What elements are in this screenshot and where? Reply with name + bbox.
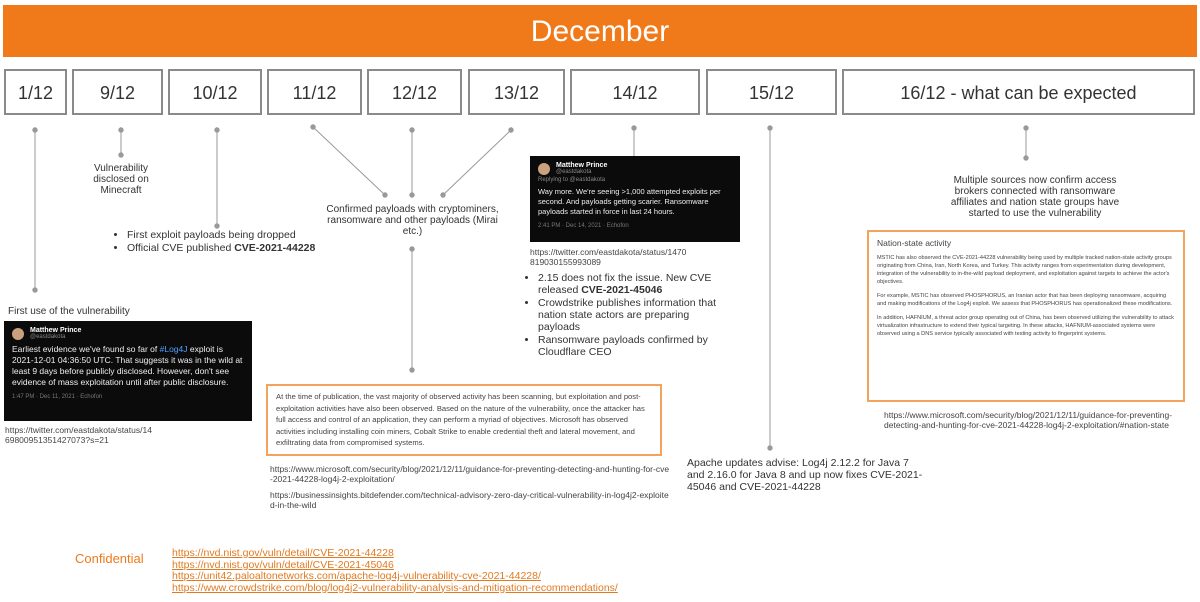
quote-heading: Nation-state activity — [877, 238, 952, 248]
confidential-label: Confidential — [75, 551, 144, 566]
tweet-card-2 — [530, 156, 740, 242]
note-10-12-item2: • Official CVE published CVE-2021-44228 — [127, 242, 373, 254]
tweet-meta: 1:47 PM · Dec 11, 2021 · Echofon — [12, 394, 103, 400]
date-box-15-12: 15/12 — [706, 69, 837, 115]
link-crowdstrike[interactable]: https://www.crowdstrike.com/blog/log4j2-vulnerability-analysis-and-mitigation-recommendations/ — [172, 581, 618, 594]
reference-links — [172, 548, 632, 594]
note-12-12: Confirmed payloads with cryptominers, ransomware and other payloads (Mirai etc.) — [326, 204, 499, 237]
tweet2-url[interactable]: https://twitter.com/eastdakota/status/1470819030155993089 — [530, 247, 687, 267]
note-10-12-item1: • First exploit payloads being dropped — [127, 229, 373, 241]
date-box-9-12: 9/12 — [72, 69, 163, 115]
tweet1-url[interactable]: https://twitter.com/eastdakota/status/1469800951351427073?s=21 — [5, 425, 152, 445]
note-14-12-item1: • 2.15 does not fix the issue. New CVE released CVE-2021-45046 — [538, 272, 734, 296]
tweet-author: Matthew Prince — [30, 327, 82, 334]
tweet-handle: @eastdakota — [30, 334, 66, 340]
date-box-1-12: 1/12 — [4, 69, 67, 115]
tweet-text: Earliest evidence we've found so far of #Log4J exploit is 2021-12-01 04:36:50 UTC. That suggests it was in the wild at least 9 days before publicly disclosed. However, don't see evidence of mass exploitation until after public disclosure. — [12, 344, 243, 387]
date-box-11-12: 11/12 — [267, 69, 362, 115]
tweet-card-1 — [4, 321, 252, 421]
tweet-author: Matthew Prince — [556, 162, 608, 169]
link-nvd-45046[interactable]: https://nvd.nist.gov/vuln/detail/CVE-2021-45046 — [172, 558, 394, 571]
tweet-text: Way more. We're seeing >1,000 attempted exploits per second. And payloads getting scarier. Ransomware payloads started in force in last 24 hours. — [538, 187, 721, 216]
date-box-16-12: 16/12 - what can be expected — [842, 69, 1195, 115]
quote-microsoft-observed-activity — [266, 384, 662, 456]
date-box-12-12: 12/12 — [367, 69, 462, 115]
note-9-12: Vulnerability disclosed on Minecraft — [93, 163, 149, 196]
note-14-12 — [524, 272, 734, 359]
tweet-reply-to: Replying to @eastdakota — [538, 177, 606, 183]
date-box-13-12: 13/12 — [468, 69, 565, 115]
quote-text: At the time of publication, the vast majority of observed activity has been scanning, but exploitation and post-exploitation activities have also been observed. Based on the nature of the vulnerability, once the attacker has full access and control of an application, they can perform a myriad of objectives. Microsoft has observed activities including installing coin miners, Cobalt Strike to enable credential theft and lateral movement, and exfiltrating data from compromised systems. — [276, 392, 645, 447]
note-16-12: Multiple sources now confirm access brokers connected with ransomware affiliates and nation state groups have started to use the vulnerability — [950, 175, 1120, 219]
tweet-meta: 2:41 PM · Dec 14, 2021 · Echofon — [538, 223, 629, 229]
quote-paragraph-3: In addition, HAFNIUM, a threat actor group operating out of China, has been observed utilizing the vulnerability to attack virtualization infrastructure to extend their typical targeting. In these attacks, HAFNIUM-associated systems were observed using a DNS service typically associated with testing activity to fingerprint systems. — [877, 315, 1174, 337]
month-banner: December — [3, 5, 1197, 57]
note-14-12-item3: • Ransomware payloads confirmed by Cloudflare CEO — [538, 334, 734, 358]
tweet-handle: @eastdakota — [556, 169, 592, 175]
quote-paragraph-1: MSTIC has also observed the CVE-2021-44228 vulnerability being used by multiple tracked nation-state activity groups originating from China, Iran, North Korea, and Turkey. This activity ranges from experimentation during development, integration of the vulnerability to in-the-wild payload deployment, and exploitation against targets to achieve the actor's objectives. — [877, 255, 1172, 285]
link-unit42[interactable]: https://unit42.paloaltonetworks.com/apache-log4j-vulnerability-cve-2021-44228/ — [172, 570, 541, 582]
connector-11-12 — [313, 127, 385, 195]
connector-13-12 — [443, 130, 511, 195]
note-14-12-item2: • Crowdstrike publishes information that nation state actors are preparing payloads — [538, 297, 734, 333]
quote-nation-state-activity — [867, 230, 1185, 402]
microsoft-nation-state-url[interactable]: https://www.microsoft.com/security/blog/2021/12/11/guidance-for-preventing-detecting-and-hunting-for-cve-2021-44228-log4j-2-exploitation/#nation-state — [884, 410, 1173, 430]
avatar — [538, 163, 550, 175]
bitdefender-url[interactable]: https://businessinsights.bitdefender.com/technical-advisory-zero-day-critical-vulnerability-in-log4j2-exploited-in-the-wild — [270, 490, 669, 510]
date-box-14-12: 14/12 — [570, 69, 700, 115]
avatar — [12, 328, 24, 340]
microsoft-blog-url[interactable]: https://www.microsoft.com/security/blog/2021/12/11/guidance-for-preventing-detecting-and-hunting-for-cve-2021-44228-log4j-2-exploitation/ — [270, 464, 670, 484]
date-box-10-12: 10/12 — [168, 69, 262, 115]
link-nvd-44228[interactable]: https://nvd.nist.gov/vuln/detail/CVE-2021-44228 — [172, 547, 394, 559]
note-1-12: First use of the vulnerability — [8, 306, 130, 317]
quote-paragraph-2: For example, MSTIC has observed PHOSPHORUS, an Iranian actor that has been deploying ransomware, acquiring and making modifications of the Log4j exploit. We assess that PHOSPHORUS has operationalized these modifications. — [877, 293, 1173, 307]
note-15-12: Apache updates advise: Log4j 2.12.2 for Java 7 and 2.16.0 for Java 8 and up now fixes CVE-2021-45046 and CVE-2021-44228 — [687, 457, 923, 493]
